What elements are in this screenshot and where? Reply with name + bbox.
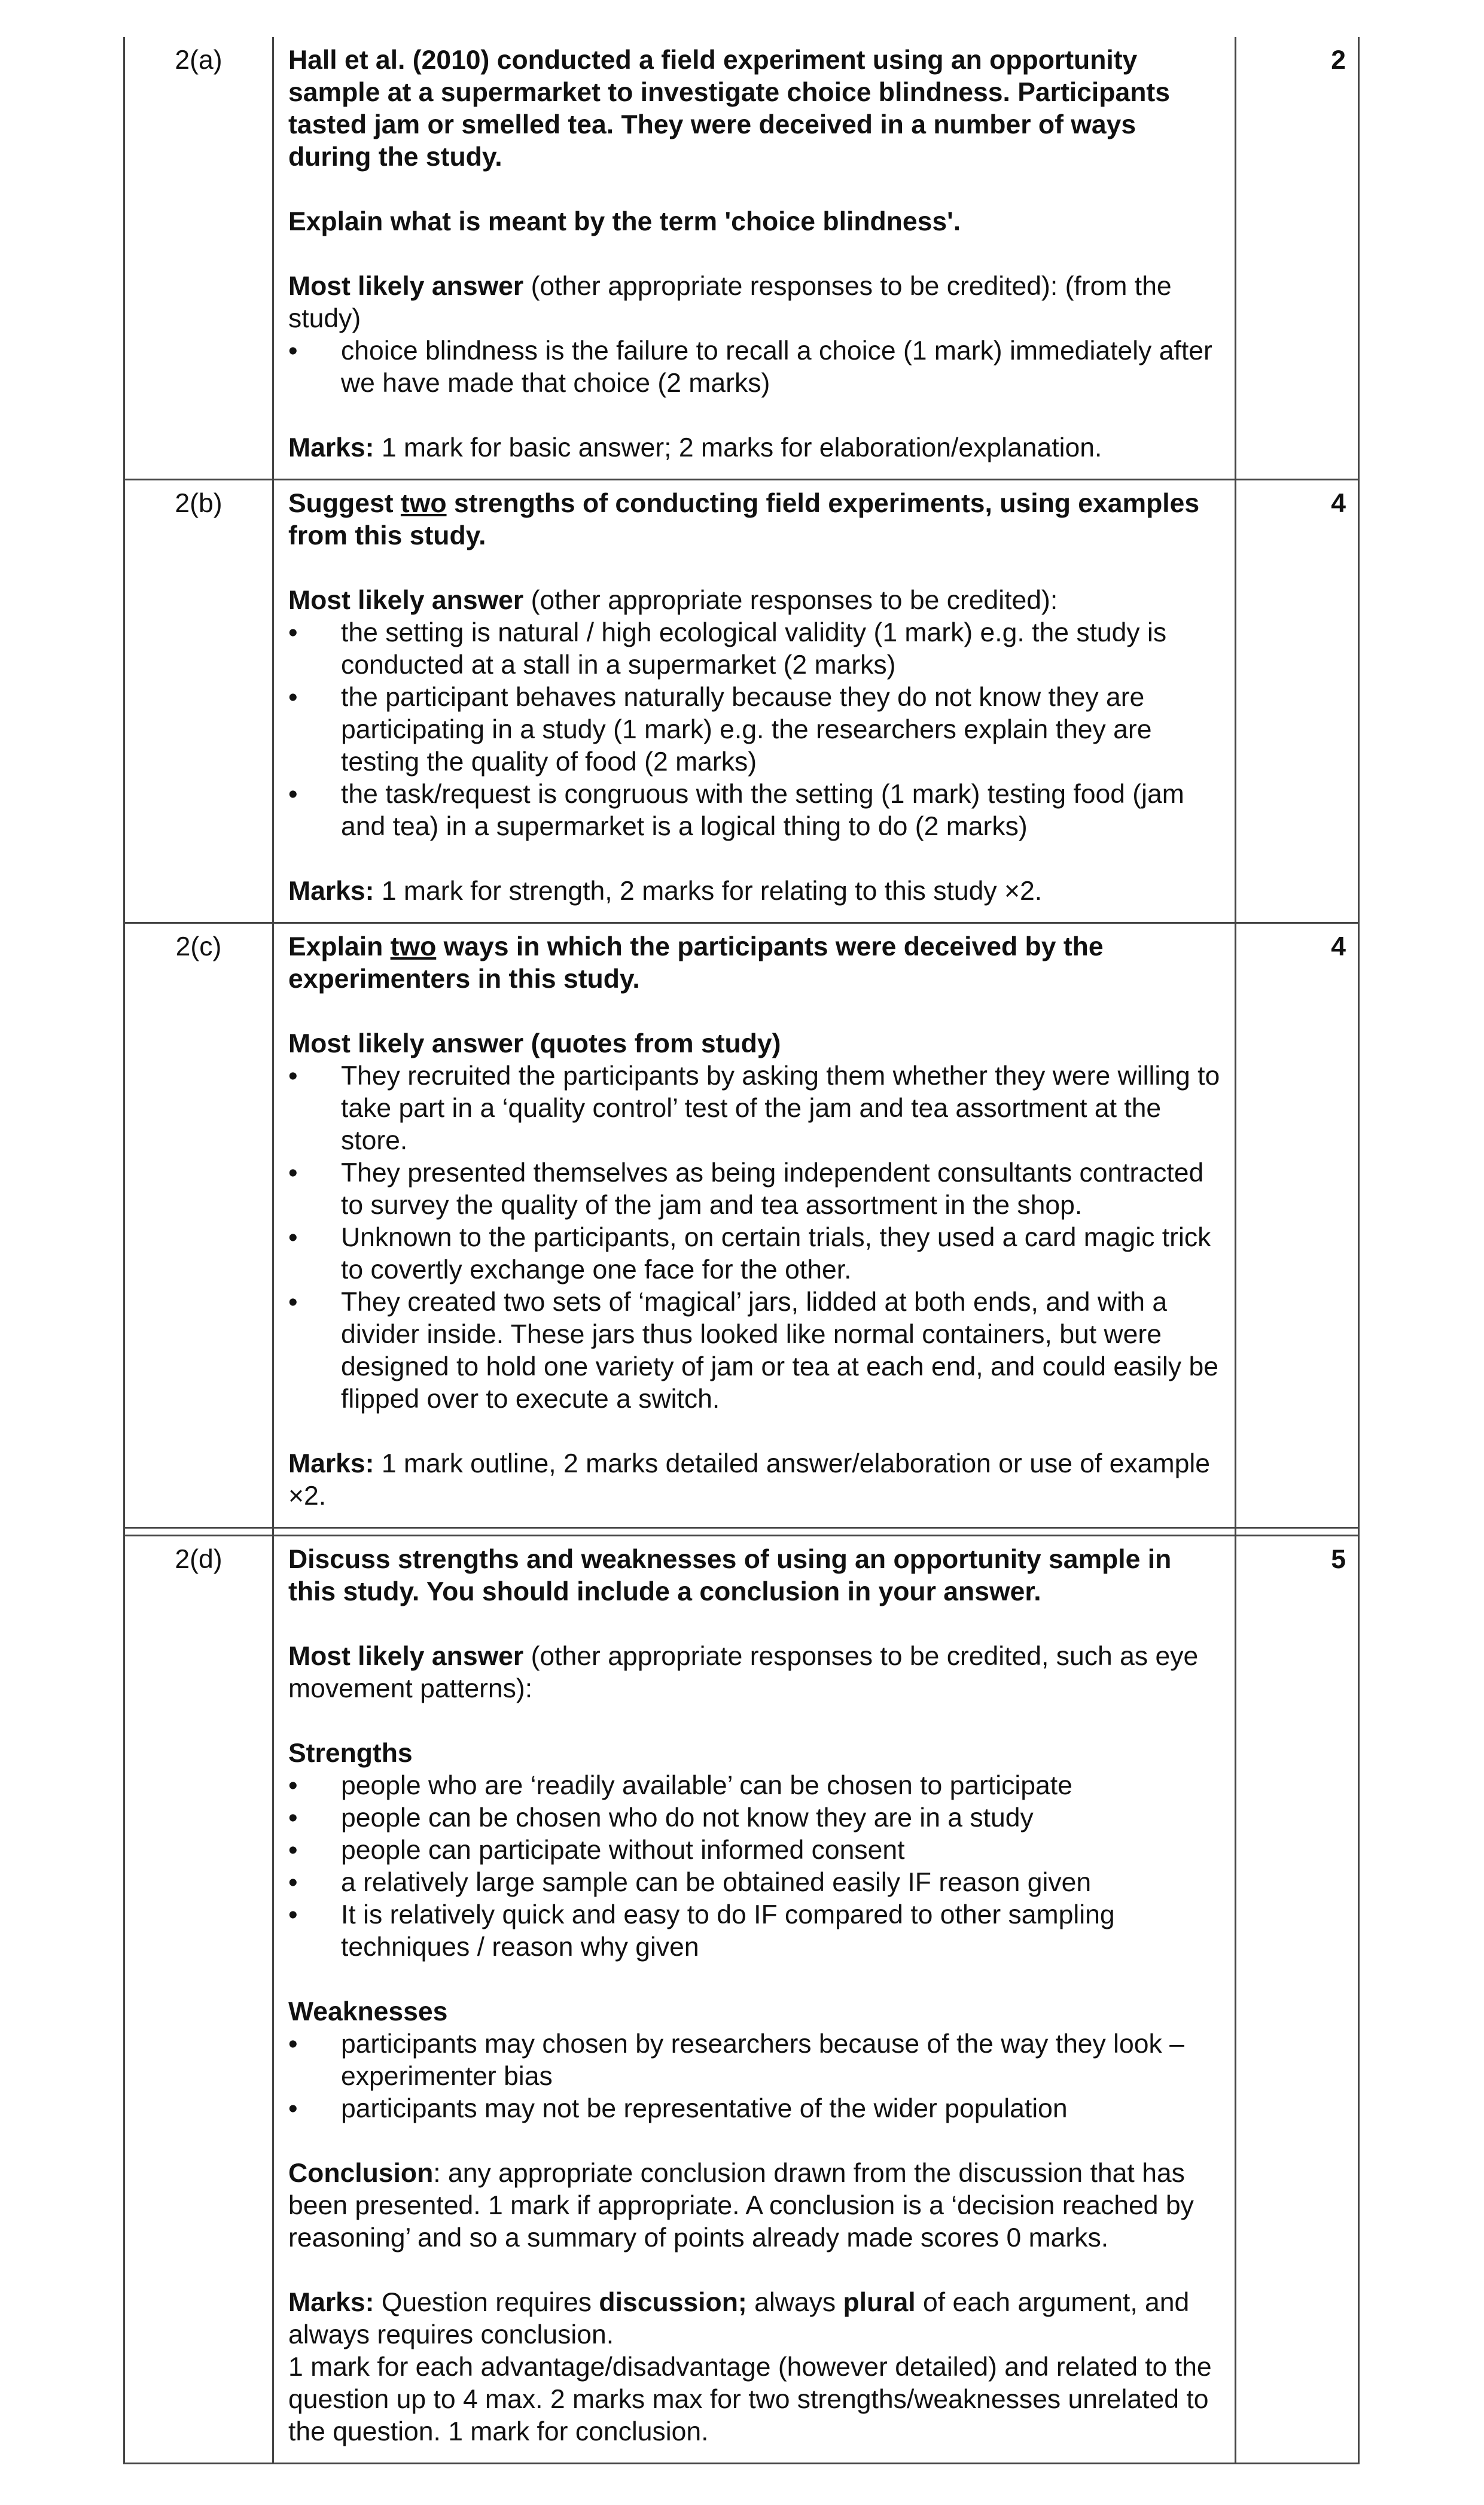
question-number: 2(c) [124, 923, 273, 1528]
list-item: • They created two sets of ‘magical’ jars, lidded at both ends, and with a divider inside. These jars thus looked like normal containers, but were designed to hold one variety of jam or tea at each end, and could easily be flipped over to execute a switch. [288, 1286, 1221, 1416]
question-text: Explain what is meant by the term 'choice blindness'. [288, 207, 961, 236]
question-stem: Discuss strengths and weaknesses of using an opportunity sample in this study. You should include a conclusion in your answer. [288, 1545, 1172, 1606]
most-likely-answer: Most likely answer (other appropriate responses to be credited): [288, 586, 1058, 615]
list-item: • They presented themselves as being independent consultants contracted to survey the quality of the jam and tea assortment in the shop. [288, 1157, 1221, 1222]
question-stem: Suggest two strengths of conducting field experiments, using examples from this study. [288, 489, 1200, 550]
question-row-2a [124, 37, 1359, 480]
list-item: • participants may chosen by researchers because of the way they look – experimenter bias [288, 2028, 1221, 2093]
answer-cell [273, 923, 1236, 1528]
question-stem: Explain two ways in which the participants were deceived by the experimenters in this study. [288, 932, 1104, 994]
strengths-list [288, 1770, 1221, 1964]
answer-cell [273, 1536, 1236, 2464]
list-item: • the setting is natural / high ecological validity (1 mark) e.g. the study is conducted at a stall in a supermarket (2 marks) [288, 617, 1221, 681]
list-item: • people can be chosen who do not know they are in a study [288, 1802, 1221, 1834]
answer-bullets [288, 335, 1221, 400]
list-item: • people can participate without informed consent [288, 1834, 1221, 1867]
conclusion-guidance: Conclusion: any appropriate conclusion drawn from the discussion that has been presented. 1 mark if appropriate. A conclusion is a ‘decision reached by reasoning’ and so a summary of points already made scores 0 marks. [288, 2159, 1194, 2253]
list-item: • participants may not be representative of the wider population [288, 2093, 1221, 2125]
weaknesses-heading: Weaknesses [288, 1997, 448, 2026]
weaknesses-list [288, 2028, 1221, 2125]
answer-bullets [288, 1060, 1221, 1416]
most-likely-answer: Most likely answer (other appropriate responses to be credited, such as eye movement patterns): [288, 1642, 1199, 1703]
list-item: • a relatively large sample can be obtained easily IF reason given [288, 1867, 1221, 1899]
list-item: • Unknown to the participants, on certain trials, they used a card magic trick to covertly exchange one face for the other. [288, 1222, 1221, 1286]
marks-guidance: Marks: 1 mark for strength, 2 marks for relating to this study ×2. [288, 876, 1043, 906]
list-item: • They recruited the participants by asking them whether they were willing to take part in a ‘quality control’ test of the jam and tea assortment at the store. [288, 1060, 1221, 1157]
question-number: 2(d) [124, 1536, 273, 2464]
row-separator [124, 1528, 1359, 1536]
marks-value: 4 [1236, 923, 1359, 1528]
answer-cell [273, 480, 1236, 923]
question-row-2c [124, 923, 1359, 1528]
marks-guidance: Marks: 1 mark for basic answer; 2 marks for elaboration/explanation. [288, 433, 1102, 462]
marks-guidance-detail: 1 mark for each advantage/disadvantage (however detailed) and related to the question up to 4 max. 2 marks max for two strengths/weaknesses unrelated to the question. 1 mark for conclusion. [288, 2352, 1212, 2446]
question-number: 2(a) [124, 37, 273, 480]
marks-guidance: Marks: Question requires discussion; always plural of each argument, and always requires conclusion. [288, 2288, 1190, 2349]
marks-guidance: Marks: 1 mark outline, 2 marks detailed answer/elaboration or use of example ×2. [288, 1449, 1210, 1511]
marks-value: 4 [1236, 480, 1359, 923]
list-item: • It is relatively quick and easy to do IF compared to other sampling techniques / reason why given [288, 1899, 1221, 1964]
most-likely-answer: Most likely answer (quotes from study) [288, 1029, 781, 1058]
list-item: • the task/request is congruous with the setting (1 mark) testing food (jam and tea) in a supermarket is a logical thing to do (2 marks) [288, 778, 1221, 843]
mark-scheme-table [123, 37, 1360, 2464]
strengths-heading: Strengths [288, 1739, 413, 1768]
question-number: 2(b) [124, 480, 273, 923]
list-item: • choice blindness is the failure to recall a choice (1 mark) immediately after we have made that choice (2 marks) [288, 335, 1221, 400]
question-row-2b [124, 480, 1359, 923]
list-item: • people who are ‘readily available’ can be chosen to participate [288, 1770, 1221, 1802]
most-likely-answer: Most likely answer (other appropriate responses to be credited): (from the study) [288, 272, 1172, 333]
question-stem: Hall et al. (2010) conducted a field experiment using an opportunity sample at a supermarket to investigate choice blindness. Participants tasted jam or smelled tea. They were deceived in a number of ways during the study. [288, 45, 1170, 172]
marks-value: 2 [1236, 37, 1359, 480]
marks-value: 5 [1236, 1536, 1359, 2464]
question-row-2d [124, 1536, 1359, 2464]
answer-bullets [288, 617, 1221, 843]
answer-cell [273, 37, 1236, 480]
list-item: • the participant behaves naturally because they do not know they are participating in a study (1 mark) e.g. the researchers explain they are testing the quality of food (2 marks) [288, 681, 1221, 778]
